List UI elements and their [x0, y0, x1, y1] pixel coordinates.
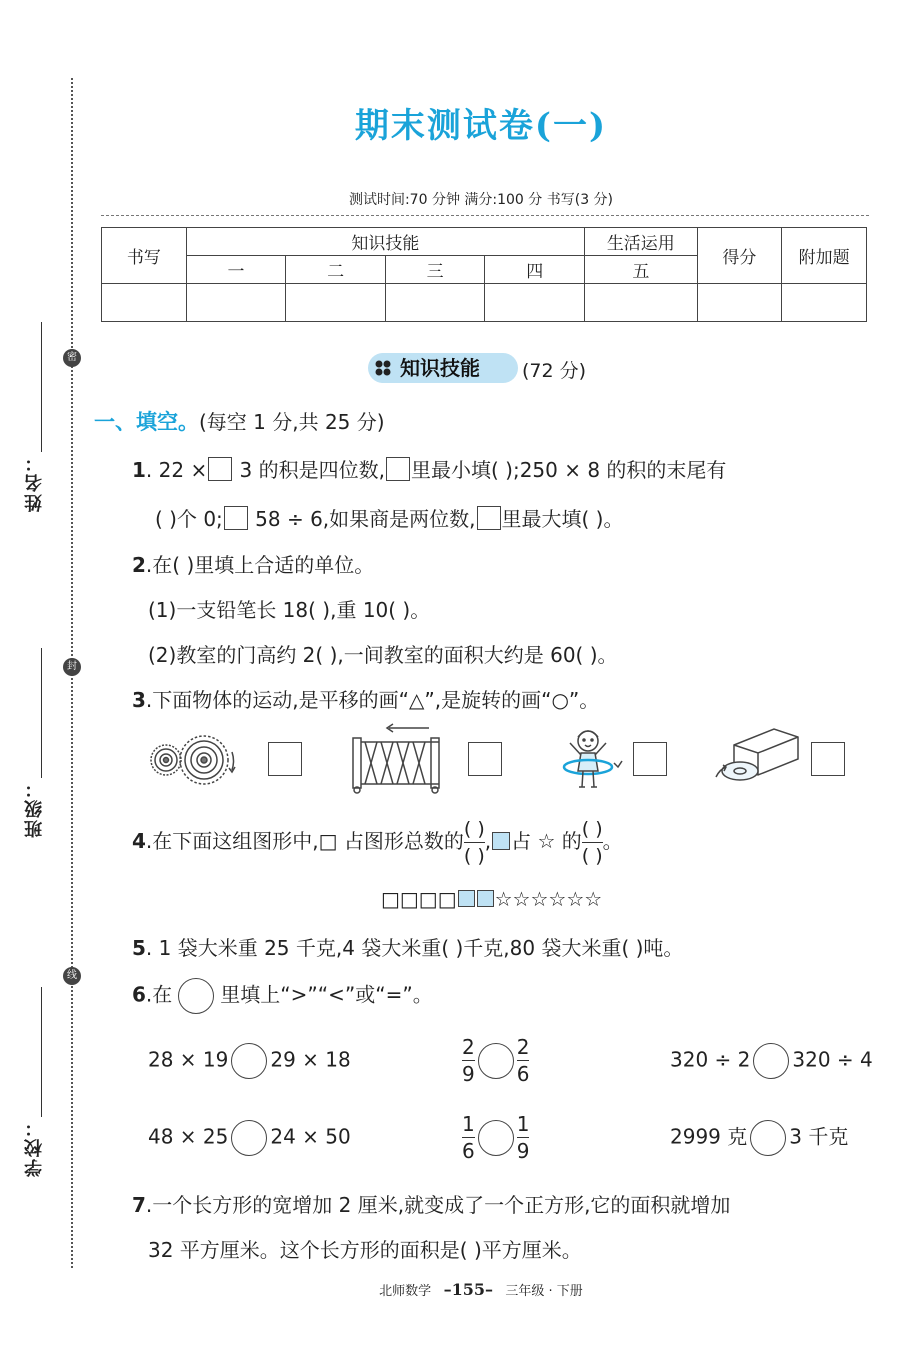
page-title: 期末测试卷(一) — [354, 106, 608, 146]
q6-text-b: 里填上“>”“<”或“=”。 — [220, 982, 433, 1007]
cell-3[interactable] — [385, 284, 485, 322]
q2-text: .在( )里填上合适的单位。 — [145, 553, 375, 577]
q1-line2 — [155, 503, 623, 532]
q1-box-1[interactable] — [208, 457, 232, 481]
q1-text-a2: 3 的积是四位数, — [233, 458, 385, 482]
seal-xian: 线 — [63, 967, 81, 985]
q4-frac1-den: ( ) — [463, 845, 485, 867]
q1-box-3[interactable] — [224, 506, 248, 530]
q6-c3-right: 320 ÷ 4 — [792, 1047, 873, 1072]
info-divider — [101, 215, 869, 216]
q6-sample-circle — [178, 978, 214, 1014]
cell-1[interactable] — [186, 284, 286, 322]
q5-number: 5 — [132, 936, 146, 960]
cell-bonus[interactable] — [782, 284, 867, 322]
q6-text-a: .在 — [145, 982, 173, 1007]
q6-c2-left-num: 2 — [462, 1035, 475, 1059]
q6-c5-right-num: 1 — [516, 1112, 530, 1136]
q6-circle-2[interactable] — [478, 1043, 514, 1079]
gears-icon — [146, 728, 246, 792]
q4-fraction-blank-2[interactable] — [582, 816, 603, 869]
q6-c2-left-den: 9 — [462, 1062, 475, 1086]
q4-text-c: 占 ☆ 的 — [511, 829, 582, 853]
q6-c5-left-num: 1 — [462, 1112, 475, 1136]
q1-text-b2: 58 ÷ 6,如果商是两位数, — [248, 507, 476, 531]
q6-number: 6 — [132, 982, 146, 1007]
q6-c6-right: 3 千克 — [789, 1124, 849, 1149]
q4-frac2-num: ( ) — [581, 818, 603, 840]
name-rule — [41, 322, 42, 452]
q6-compare-5 — [462, 1111, 529, 1164]
col-score: 得分 — [697, 228, 782, 284]
flower-icon — [374, 360, 392, 376]
q3-answer-box-3[interactable] — [633, 742, 667, 776]
q5-text: . 1 袋大米重 25 千克,4 袋大米重( )千克,80 袋大米重( )吨。 — [145, 936, 684, 960]
class-rule — [41, 648, 42, 778]
q3-answer-box-4[interactable] — [811, 742, 845, 776]
q6-c4-left: 48 × 25 — [148, 1124, 229, 1149]
school-rule — [41, 987, 42, 1117]
q6-circle-3[interactable] — [753, 1043, 789, 1079]
footer-grade: 三年级 · 下册 — [505, 1284, 583, 1299]
q4-frac1-num: ( ) — [463, 818, 485, 840]
q4-fraction-blank-1[interactable] — [464, 816, 485, 869]
col-life-use: 生活运用 — [585, 228, 698, 256]
q4-empty-squares: □□□□ — [381, 887, 457, 911]
q6-compare-4 — [148, 1120, 351, 1156]
q7-text-1: .一个长方形的宽增加 2 厘米,就变成了一个正方形,它的面积就增加 — [145, 1193, 731, 1217]
folding-gate-icon — [349, 722, 449, 794]
q1-number: 1 — [132, 458, 146, 482]
q6-compare-6 — [670, 1120, 848, 1156]
seal-feng: 封 — [63, 658, 81, 676]
page-footer — [0, 1280, 922, 1299]
q4-shaded-square — [492, 832, 510, 850]
name-label: 姓名： — [24, 452, 45, 512]
seal-mi: 密 — [63, 349, 81, 367]
cell-writing[interactable] — [102, 284, 187, 322]
q4-shaded-1 — [458, 890, 475, 907]
q4-shape-row — [381, 887, 602, 911]
footer-book: 北师数学 — [379, 1284, 432, 1299]
q1-box-4[interactable] — [477, 506, 501, 530]
col-bonus: 附加题 — [782, 228, 867, 284]
part1-heading — [94, 406, 385, 436]
q4-stars: ☆☆☆☆☆☆ — [494, 887, 603, 911]
q6-circle-6[interactable] — [750, 1120, 786, 1156]
q4-frac2-den: ( ) — [581, 845, 603, 867]
q4-number: 4 — [132, 829, 146, 853]
q6-circle-4[interactable] — [231, 1120, 267, 1156]
q5-line — [132, 932, 683, 961]
score-table — [101, 227, 867, 322]
q6-c6-left: 2999 克 — [670, 1124, 748, 1149]
class-label: 班级： — [24, 778, 45, 838]
q6-compare-1 — [148, 1043, 351, 1079]
q1-text-b3: 里最大填( )。 — [501, 507, 624, 531]
q3-text: .下面物体的运动,是平移的画“△”,是旋转的画“○”。 — [145, 688, 600, 712]
q2-number: 2 — [132, 553, 146, 577]
page-number: –155– — [443, 1280, 493, 1299]
q3-answer-box-1[interactable] — [268, 742, 302, 776]
q1-text-a1: . 22 × — [145, 458, 208, 482]
q7-number: 7 — [132, 1193, 146, 1217]
exam-info: 测试时间:70 分钟 满分:100 分 书写(3 分) — [348, 192, 614, 208]
q1-text-b1: ( )个 0; — [155, 507, 223, 531]
q4-shaded-2 — [477, 890, 494, 907]
q6-c1-right: 29 × 18 — [270, 1047, 351, 1072]
q6-c5-right-den: 9 — [516, 1139, 530, 1163]
part1-note: (每空 1 分,共 25 分) — [199, 410, 385, 434]
q6-line — [132, 978, 433, 1014]
q6-c4-right: 24 × 50 — [270, 1124, 351, 1149]
q4-text-a: .在下面这组图形中,□ 占图形总数的 — [145, 829, 464, 853]
col-4: 四 — [485, 256, 585, 284]
school-label: 学校： — [24, 1117, 45, 1177]
col-2: 二 — [286, 256, 386, 284]
q6-c5-left-den: 6 — [462, 1139, 475, 1163]
q3-answer-box-2[interactable] — [468, 742, 502, 776]
q2-line — [132, 549, 374, 578]
q1-line1 — [132, 454, 726, 483]
q7-line1 — [132, 1189, 730, 1218]
q6-compare-2 — [462, 1034, 529, 1087]
q6-compare-3 — [670, 1043, 873, 1079]
q3-number: 3 — [132, 688, 146, 712]
section-badge-label: 知识技能 — [400, 356, 480, 380]
q4-text-d: 。 — [602, 829, 623, 853]
q6-circle-1[interactable] — [231, 1043, 267, 1079]
q2-sub2: (2)教室的门高约 2( ),一间教室的面积大约是 60( )。 — [148, 643, 618, 667]
q1-text-a3: 里最小填( );250 × 8 的积的末尾有 — [411, 458, 727, 482]
q7-line2: 32 平方厘米。这个长方形的面积是( )平方厘米。 — [148, 1238, 582, 1262]
col-writing: 书写 — [102, 228, 187, 284]
cell-4[interactable] — [485, 284, 585, 322]
cd-drive-icon — [714, 725, 814, 793]
q6-circle-5[interactable] — [478, 1120, 514, 1156]
cell-5[interactable] — [585, 284, 698, 322]
col-5: 五 — [585, 256, 698, 284]
section-points: (72 分) — [522, 360, 587, 382]
q6-c2-right-den: 6 — [516, 1062, 530, 1086]
section-badge — [368, 353, 518, 383]
cell-score[interactable] — [697, 284, 782, 322]
q1-box-2[interactable] — [386, 457, 410, 481]
col-3: 三 — [385, 256, 485, 284]
q6-c1-left: 28 × 19 — [148, 1047, 229, 1072]
q6-c2-right-num: 2 — [516, 1035, 530, 1059]
q6-c3-left: 320 ÷ 2 — [670, 1047, 751, 1072]
q2-sub1: (1)一支铅笔长 18( ),重 10( )。 — [148, 598, 431, 622]
col-knowledge: 知识技能 — [186, 228, 584, 256]
cell-2[interactable] — [286, 284, 386, 322]
q3-line — [132, 684, 599, 713]
col-1: 一 — [186, 256, 286, 284]
part1-title: 一、填空。 — [94, 410, 199, 434]
q4-text-b: , — [484, 829, 492, 853]
q4-line — [132, 816, 623, 869]
